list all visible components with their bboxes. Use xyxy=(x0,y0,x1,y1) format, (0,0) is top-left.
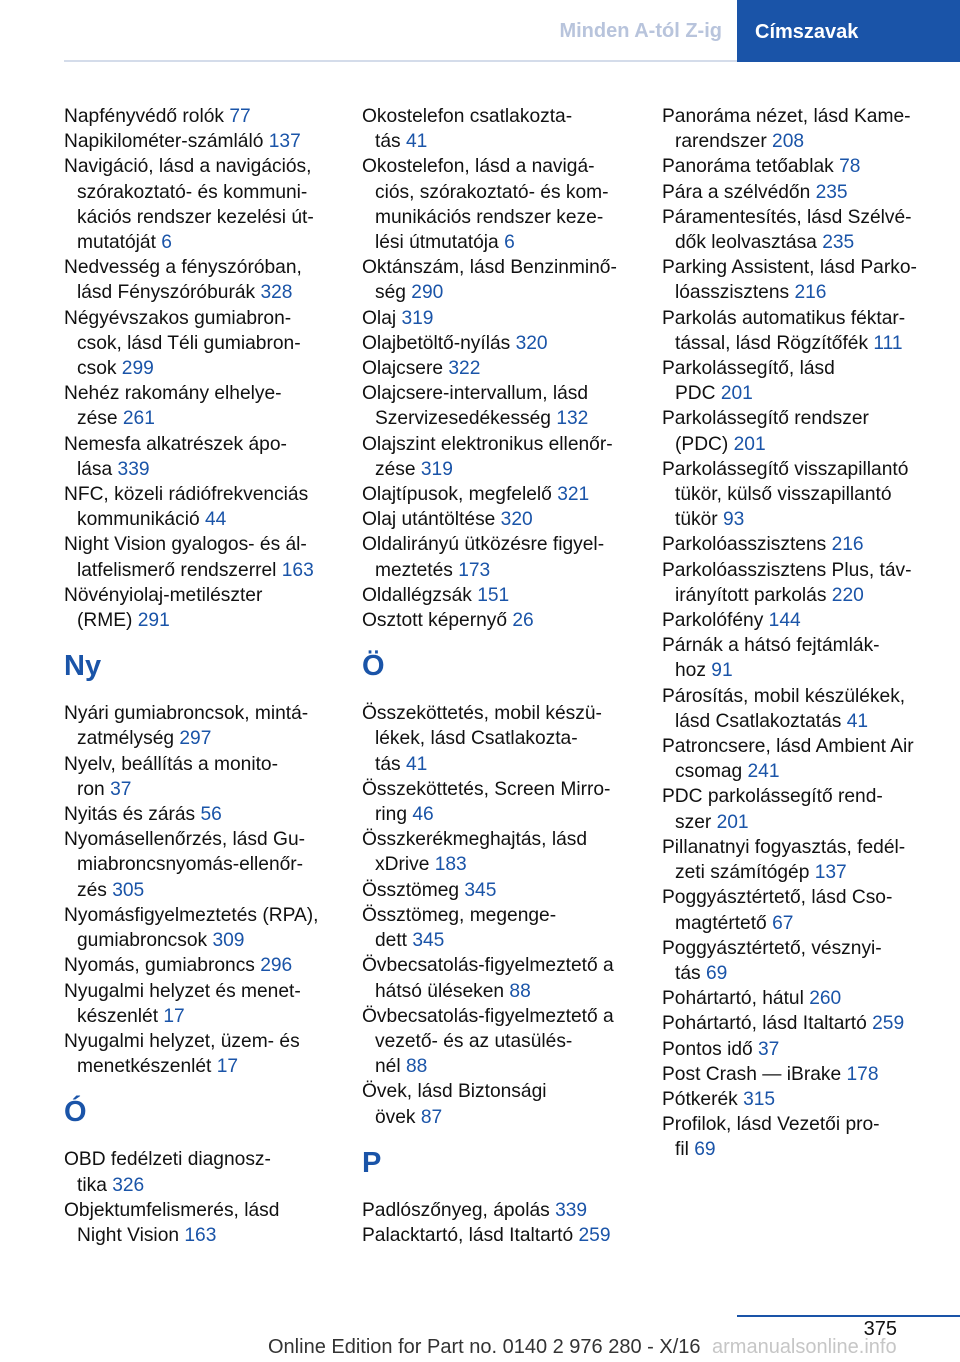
page-reference-link[interactable]: 260 xyxy=(809,988,842,1010)
index-entry xyxy=(662,356,950,406)
edition-note: Online Edition for Part no. 0140 2 976 280 - X/16 xyxy=(268,1336,701,1358)
index-entry-text: Olajszint elektronikus ellenőr- zése xyxy=(362,433,613,480)
page-reference-link[interactable]: 305 xyxy=(112,879,145,901)
index-entry xyxy=(362,255,650,305)
index-entry xyxy=(362,701,650,777)
index-entry-text: Nyári gumiabroncsok, mintá- zatmélység xyxy=(64,703,309,750)
index-entry-text: Parking Assistent, lásd Parko- lóasszisztens xyxy=(662,257,917,304)
index-entry xyxy=(662,255,950,305)
index-entry xyxy=(64,432,352,482)
index-entry-text: Parkolássegítő visszapillantó tükör, külső visszapillantó tükör xyxy=(662,458,909,531)
index-entry-text: Oldalirányú ütközésre figyel- meztetés xyxy=(362,534,605,581)
index-entry-text: Poggyásztértető, lásd Cso- magtértető xyxy=(662,887,893,934)
index-entry xyxy=(362,356,650,381)
index-entry-text: Parkolássegítő rendszer (PDC) xyxy=(662,408,869,455)
index-entry-text: Osztott képernyő xyxy=(362,610,513,632)
page-reference-link[interactable]: 163 xyxy=(281,559,314,581)
index-entry xyxy=(662,608,950,633)
index-entry xyxy=(64,482,352,532)
index-entry-text: Parkolóasszisztens Plus, táv- irányított parkolás xyxy=(662,559,912,606)
page-reference-link[interactable]: 87 xyxy=(420,1106,443,1128)
index-entry-text: Övbecsatolás-figyelmeztető a vezető- és az utasülés- nél xyxy=(362,1005,614,1078)
index-entry-text: Objektumfelismerés, lásd Night Vision xyxy=(64,1199,280,1246)
page-reference-link[interactable]: 6 xyxy=(504,232,515,254)
page-reference-link[interactable]: 235 xyxy=(822,232,855,254)
index-entry xyxy=(64,979,352,1029)
index-entry xyxy=(362,104,650,154)
page-reference-link[interactable]: 259 xyxy=(578,1224,611,1246)
page-reference-link[interactable]: 259 xyxy=(872,1013,905,1035)
index-entry xyxy=(662,1037,950,1062)
index-entry-text: Panoráma tetőablak xyxy=(662,156,840,178)
page-number: 375 xyxy=(863,1318,897,1340)
index-entry-text: Párnák a hátsó fejtámlák- hoz xyxy=(662,635,880,682)
index-entry-text: Négyévszakos gumiabron- csok, lásd Téli gumiabron- csok xyxy=(64,307,301,380)
index-entry-text: Össztömeg xyxy=(362,879,465,901)
index-entry-text: Olaj utántöltése xyxy=(362,509,501,531)
page-reference-link[interactable]: 17 xyxy=(216,1056,239,1078)
index-entry xyxy=(662,986,950,1011)
index-column-3 xyxy=(662,104,950,1163)
page-reference-link[interactable]: 26 xyxy=(512,610,534,632)
index-entry xyxy=(662,457,950,533)
index-letter-heading: Ö xyxy=(362,650,385,683)
index-entry xyxy=(662,1112,950,1162)
index-entry xyxy=(662,406,950,456)
page-reference-link[interactable]: 77 xyxy=(229,106,251,127)
index-entry xyxy=(662,633,950,683)
page-reference-link[interactable]: 41 xyxy=(846,710,869,732)
index-entry xyxy=(662,306,950,356)
footer-accent-line xyxy=(737,1315,960,1317)
page-reference-link[interactable]: 56 xyxy=(200,804,222,826)
index-entry-text: Olajtípusok, megfelelő xyxy=(362,484,558,506)
index-entry-text: Parkolássegítő, lásd PDC xyxy=(662,358,835,405)
index-entry-text: Poggyásztértető, vésznyi- tás xyxy=(662,937,882,984)
header-section-title: Minden A-tól Z-ig xyxy=(559,20,722,42)
index-entry xyxy=(662,885,950,935)
page-reference-link[interactable]: 291 xyxy=(137,610,170,632)
page-reference-link[interactable]: 144 xyxy=(768,610,801,632)
index-entry xyxy=(64,532,352,582)
page-reference-link[interactable]: 220 xyxy=(831,584,864,606)
page-reference-link[interactable]: 91 xyxy=(711,660,733,682)
page-reference-link[interactable]: 37 xyxy=(758,1038,780,1060)
page-reference-link[interactable]: 88 xyxy=(509,980,531,1002)
page-reference-link[interactable]: 6 xyxy=(161,232,172,254)
index-entry xyxy=(362,583,650,608)
index-entry-text: NFC, közeli rádiófrekvenciás kommunikáció xyxy=(64,484,309,531)
header-divider xyxy=(64,60,737,62)
index-entry xyxy=(662,154,950,179)
index-entry-text: Övbecsatolás-figyelmeztető a hátsó üléseken xyxy=(362,955,614,1002)
index-entry-text: OBD fedélzeti diagnosz- tika xyxy=(64,1149,271,1196)
page-reference-link[interactable]: 17 xyxy=(163,1005,185,1027)
index-entry-text: Patroncsere, lásd Ambient Air csomag xyxy=(662,736,914,783)
index-entry-text: Pohártartó, lásd Italtartó xyxy=(662,1013,873,1035)
index-entry-text: Okostelefon csatlakozta- tás xyxy=(362,106,573,153)
index-entry-text: Pillanatnyi fogyasztás, fedél- zeti számítógép xyxy=(662,836,906,884)
index-entry-text: Növényiolaj-metilészter (RME) xyxy=(64,584,263,632)
index-entry xyxy=(662,180,950,205)
index-entry xyxy=(362,432,650,482)
index-entry xyxy=(362,777,650,827)
page-reference-link[interactable]: 345 xyxy=(412,930,445,952)
index-entry xyxy=(64,154,352,255)
index-entry-text: Panoráma nézet, lásd Kame- rarendszer xyxy=(662,106,911,153)
page-reference-link[interactable]: 339 xyxy=(117,458,150,480)
index-column-1 xyxy=(64,104,352,1248)
index-entry-text: Palacktartó, lásd Italtartó xyxy=(362,1224,579,1246)
index-entry xyxy=(362,878,650,903)
index-entry-text: Okostelefon, lásd a navigá- ciós, szórakoztató- és kom- munikációs rendszer keze- lési útmutatója xyxy=(362,156,609,254)
index-entry xyxy=(64,381,352,431)
index-entry xyxy=(362,1198,650,1223)
index-entry-text: Napikilométer-számláló xyxy=(64,131,269,153)
page-reference-link[interactable]: 173 xyxy=(458,559,491,581)
watermark: armanualsonline.info xyxy=(712,1336,897,1358)
page-reference-link[interactable]: 261 xyxy=(122,408,155,430)
page-reference-link[interactable]: 321 xyxy=(557,484,590,506)
page-reference-link[interactable]: 93 xyxy=(723,509,745,531)
index-entry xyxy=(362,532,650,582)
index-entry xyxy=(662,205,950,255)
index-entry-text: Nyomásfigyelmeztetés (RPA), gumiabroncsok xyxy=(64,904,319,952)
page-reference-link[interactable]: 339 xyxy=(555,1199,588,1221)
index-entry xyxy=(64,255,352,305)
index-entry xyxy=(64,752,352,802)
page-reference-link[interactable]: 328 xyxy=(260,282,293,304)
index-entry-text: Olajcsere xyxy=(362,358,449,380)
page-reference-link[interactable]: 319 xyxy=(420,458,453,480)
index-entry-text: Nehéz rakomány elhelye- zése xyxy=(64,383,282,430)
index-entry xyxy=(362,507,650,532)
index-entry-text: Navigáció, lásd a navigációs, szórakoztató- és kommuni- kációs rendszer kezelési út- mutatóját xyxy=(64,156,314,254)
index-letter-heading: P xyxy=(362,1146,382,1179)
index-entry xyxy=(362,953,650,1003)
page-reference-link[interactable]: 201 xyxy=(733,433,766,455)
page-reference-link[interactable]: 132 xyxy=(556,408,589,430)
page-reference-link[interactable]: 216 xyxy=(831,534,864,556)
header-tab-index: Címszavak xyxy=(737,0,960,62)
page-reference-link[interactable]: 297 xyxy=(179,728,212,750)
page-reference-link[interactable]: 41 xyxy=(405,131,428,153)
page-reference-link[interactable]: 69 xyxy=(705,962,728,984)
index-entry xyxy=(662,1011,950,1036)
page-reference-link[interactable]: 201 xyxy=(716,811,749,833)
page-reference-link[interactable]: 309 xyxy=(212,930,245,952)
index-entry xyxy=(662,684,950,734)
index-entry xyxy=(64,583,352,633)
index-entry-text: Parkolóasszisztens xyxy=(662,534,832,556)
index-entry-text: Profilok, lásd Vezetői pro- fil xyxy=(662,1114,880,1161)
index-entry xyxy=(362,482,650,507)
index-column-2 xyxy=(362,104,650,1248)
index-entry xyxy=(64,1198,352,1248)
page-reference-link[interactable]: 319 xyxy=(401,307,434,329)
page-reference-link[interactable]: 326 xyxy=(112,1174,145,1196)
page-reference-link[interactable]: 46 xyxy=(412,804,434,826)
page-reference-link[interactable]: 178 xyxy=(846,1063,879,1085)
index-entry-text: Pára a szélvédőn xyxy=(662,181,816,203)
index-entry-text: Pótkerék xyxy=(662,1088,744,1110)
index-entry xyxy=(362,903,650,953)
index-entry xyxy=(362,331,650,356)
index-entry-text: Olajcsere-intervallum, lásd Szervizesedékesség xyxy=(362,383,589,430)
index-entry xyxy=(64,827,352,903)
index-entry-text: Nyugalmi helyzet, üzem- és menetkészenlét xyxy=(64,1030,300,1078)
page-reference-link[interactable]: 320 xyxy=(500,509,533,531)
index-entry-text: PDC parkolássegítő rend- szer xyxy=(662,786,883,833)
page-reference-link[interactable]: 216 xyxy=(794,282,827,304)
index-entry-text: Parkolófény xyxy=(662,610,769,632)
index-entry xyxy=(64,306,352,382)
page-reference-link[interactable]: 296 xyxy=(260,955,293,977)
index-entry-text: Oktánszám, lásd Benzinminő- ség xyxy=(362,257,617,304)
index-entry-text: Parkolás automatikus féktar- tással, lásd Rögzítőfék xyxy=(662,307,906,354)
page-reference-link[interactable]: 41 xyxy=(405,753,428,775)
index-entry xyxy=(362,1079,650,1129)
index-entry xyxy=(362,154,650,255)
index-entry xyxy=(64,953,352,978)
page-reference-link[interactable]: 163 xyxy=(184,1224,217,1246)
index-entry xyxy=(362,1223,650,1248)
index-letter-heading: Ny xyxy=(64,650,102,683)
index-entry-text: Post Crash — iBrake xyxy=(662,1063,847,1085)
page-reference-link[interactable]: 315 xyxy=(743,1088,776,1110)
index-entry-text: Nyitás és zárás xyxy=(64,804,201,826)
index-entry xyxy=(662,532,950,557)
index-entry-text: Nyomásellenőrzés, lásd Gu- miabroncsnyomás-ellenőr- zés xyxy=(64,829,306,901)
index-entry-text: Összkerékmeghajtás, lásd xDrive xyxy=(362,829,588,876)
index-entry-text: Nemesfa alkatrészek ápo- lása xyxy=(64,433,287,480)
index-entry xyxy=(662,835,950,885)
index-entry-text: Övek, lásd Biztonsági övek xyxy=(362,1081,547,1128)
page-reference-link[interactable]: 241 xyxy=(747,761,780,783)
page-reference-link[interactable]: 322 xyxy=(448,358,481,380)
index-entry-text: Nyelv, beállítás a monito- ron xyxy=(64,753,278,800)
index-entry xyxy=(64,802,352,827)
index-entry xyxy=(662,1062,950,1087)
index-entry-text: Nyugalmi helyzet és menet- készenlét xyxy=(64,980,301,1027)
page-reference-link[interactable]: 69 xyxy=(694,1139,716,1161)
page-reference-link[interactable]: 151 xyxy=(477,584,510,606)
index-letter-heading: Ó xyxy=(64,1096,87,1129)
index-entry xyxy=(662,936,950,986)
index-entry-text: Napfényvédő rolók xyxy=(64,106,230,127)
index-entry xyxy=(64,701,352,751)
index-entry xyxy=(662,1087,950,1112)
page-reference-link[interactable]: 111 xyxy=(873,332,903,354)
index-entry xyxy=(662,104,950,154)
index-entry-text: Nyomás, gumiabroncs xyxy=(64,955,261,977)
page-reference-link[interactable]: 235 xyxy=(815,181,848,203)
index-entry xyxy=(662,558,950,608)
page-reference-link[interactable]: 137 xyxy=(268,131,301,153)
index-entry xyxy=(362,381,650,431)
index-entry-text: Össztömeg, megenge- dett xyxy=(362,904,557,952)
index-entry xyxy=(362,827,650,877)
page-reference-link[interactable]: 299 xyxy=(121,358,154,380)
page-reference-link[interactable]: 345 xyxy=(464,879,497,901)
index-entry-text: Nedvesség a fényszóróban, lásd Fényszóróburák xyxy=(64,257,302,304)
index-entry-text: Night Vision gyalogos- és ál- latfelismerő rendszerrel xyxy=(64,534,307,581)
page-reference-link[interactable]: 183 xyxy=(434,854,467,876)
page-reference-link[interactable]: 67 xyxy=(772,912,794,934)
page-reference-link[interactable]: 201 xyxy=(720,383,753,405)
index-entry xyxy=(362,608,650,633)
index-entry-text: Páramentesítés, lásd Szélvé- dők leolvasztása xyxy=(662,206,912,254)
index-entry xyxy=(362,306,650,331)
index-entry xyxy=(662,784,950,834)
index-entry-text: Összeköttetés, mobil készü- lékek, lásd Csatlakozta- tás xyxy=(362,703,602,775)
page-reference-link[interactable]: 44 xyxy=(204,509,227,531)
index-entry xyxy=(64,129,352,154)
index-entry-text: Olajbetöltő-nyílás xyxy=(362,332,516,354)
index-entry-text: Padlószőnyeg, ápolás xyxy=(362,1199,556,1221)
index-entry xyxy=(64,1147,352,1197)
index-entry-text: Pohártartó, hátul xyxy=(662,988,810,1010)
page-header xyxy=(0,0,960,62)
index-entry-text: Olaj xyxy=(362,307,402,329)
index-entry-text: Párosítás, mobil készülékek, lásd Csatlakoztatás xyxy=(662,685,906,732)
index-entry xyxy=(64,1029,352,1079)
page-reference-link[interactable]: 208 xyxy=(772,131,805,153)
index-entry xyxy=(362,1004,650,1080)
page-reference-link[interactable]: 78 xyxy=(839,156,861,178)
page-reference-link[interactable]: 88 xyxy=(405,1056,428,1078)
index-entry-text: Összeköttetés, Screen Mirro- ring xyxy=(362,778,611,826)
index-entry-text: Pontos idő xyxy=(662,1038,759,1060)
page-reference-link[interactable]: 290 xyxy=(411,282,444,304)
index-entry xyxy=(64,903,352,953)
index-entry-text: Oldallégzsák xyxy=(362,584,478,606)
page-reference-link[interactable]: 37 xyxy=(110,778,132,800)
index-entry xyxy=(662,734,950,784)
index-entry xyxy=(64,104,352,129)
page-reference-link[interactable]: 137 xyxy=(814,862,847,884)
page-reference-link[interactable]: 320 xyxy=(515,332,548,354)
